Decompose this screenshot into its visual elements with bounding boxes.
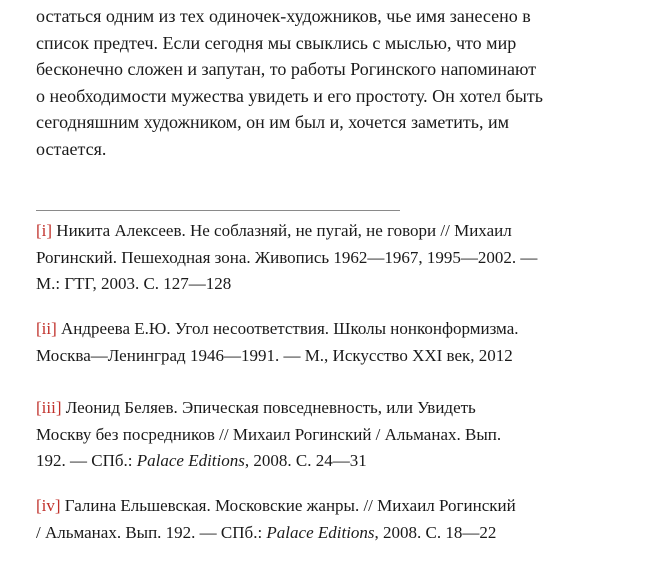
body-line: остаться одним из тех одиночек-художников, чье имя занесено в <box>36 6 531 26</box>
footnote-line <box>36 493 626 520</box>
footnote-iii <box>36 395 626 475</box>
footnote-line: Москву без посредников // Михаил Рогинский / Альманах. Вып. <box>36 424 502 444</box>
footnote-line <box>36 316 626 343</box>
body-line: о необходимости мужества увидеть и его простоту. Он хотел быть <box>36 85 543 106</box>
publisher-name: Palace Editions <box>266 522 375 542</box>
footnote-text: Андреева Е.Ю. Угол несоответствия. Школы нонконформизма. <box>56 319 519 338</box>
footnote-marker-link[interactable]: [ii] <box>36 319 57 338</box>
footnote-line: Рогинский. Пешеходная зона. Живопись 1962—1967, 1995—2002. — <box>36 247 538 267</box>
footnote-line <box>36 218 626 245</box>
footnote-iv <box>36 493 626 546</box>
footnote-text: Леонид Беляев. Эпическая повседневность, или Увидеть <box>61 398 476 417</box>
footnote-text: , 2008. С. 24—31 <box>244 451 367 470</box>
footnote-i <box>36 218 626 298</box>
footnote-ii <box>36 316 626 369</box>
footnote-text: 192. — СПб.: <box>36 451 137 470</box>
footnote-line <box>36 520 626 547</box>
body-line: бесконечно сложен и запутан, то работы Рогинского напоминают <box>36 59 537 79</box>
body-line: список предтеч. Если сегодня мы свыклись с мыслью, что мир <box>36 32 517 53</box>
footnote-line <box>36 395 626 422</box>
footnote-text: , 2008. С. 18—22 <box>374 522 497 542</box>
footnote-text: Галина Ельшевская. Московские жанры. // Михаил Рогинский <box>60 496 516 515</box>
footnotes-separator <box>36 210 400 211</box>
footnote-marker-link[interactable]: [iv] <box>36 496 61 515</box>
footnote-text: Никита Алексеев. Не соблазняй, не пугай, не говори // Михаил <box>52 221 512 240</box>
footnote-line: Москва—Ленинград 1946—1991. — М., Искусство XXI век, 2012 <box>36 345 513 365</box>
body-paragraph <box>36 3 626 162</box>
body-line: сегодняшним художником, он им был и, хочется заметить, им <box>36 112 510 132</box>
footnote-marker-link[interactable]: [iii] <box>36 398 62 417</box>
footnote-line: М.: ГТГ, 2003. С. 127—128 <box>36 274 232 293</box>
footnote-marker-link[interactable]: [i] <box>36 221 53 240</box>
publisher-name: Palace Editions <box>136 451 245 470</box>
footnote-line <box>36 448 626 475</box>
body-line: остается. <box>36 138 107 159</box>
footnote-text: / Альманах. Вып. 192. — СПб.: <box>36 522 267 542</box>
